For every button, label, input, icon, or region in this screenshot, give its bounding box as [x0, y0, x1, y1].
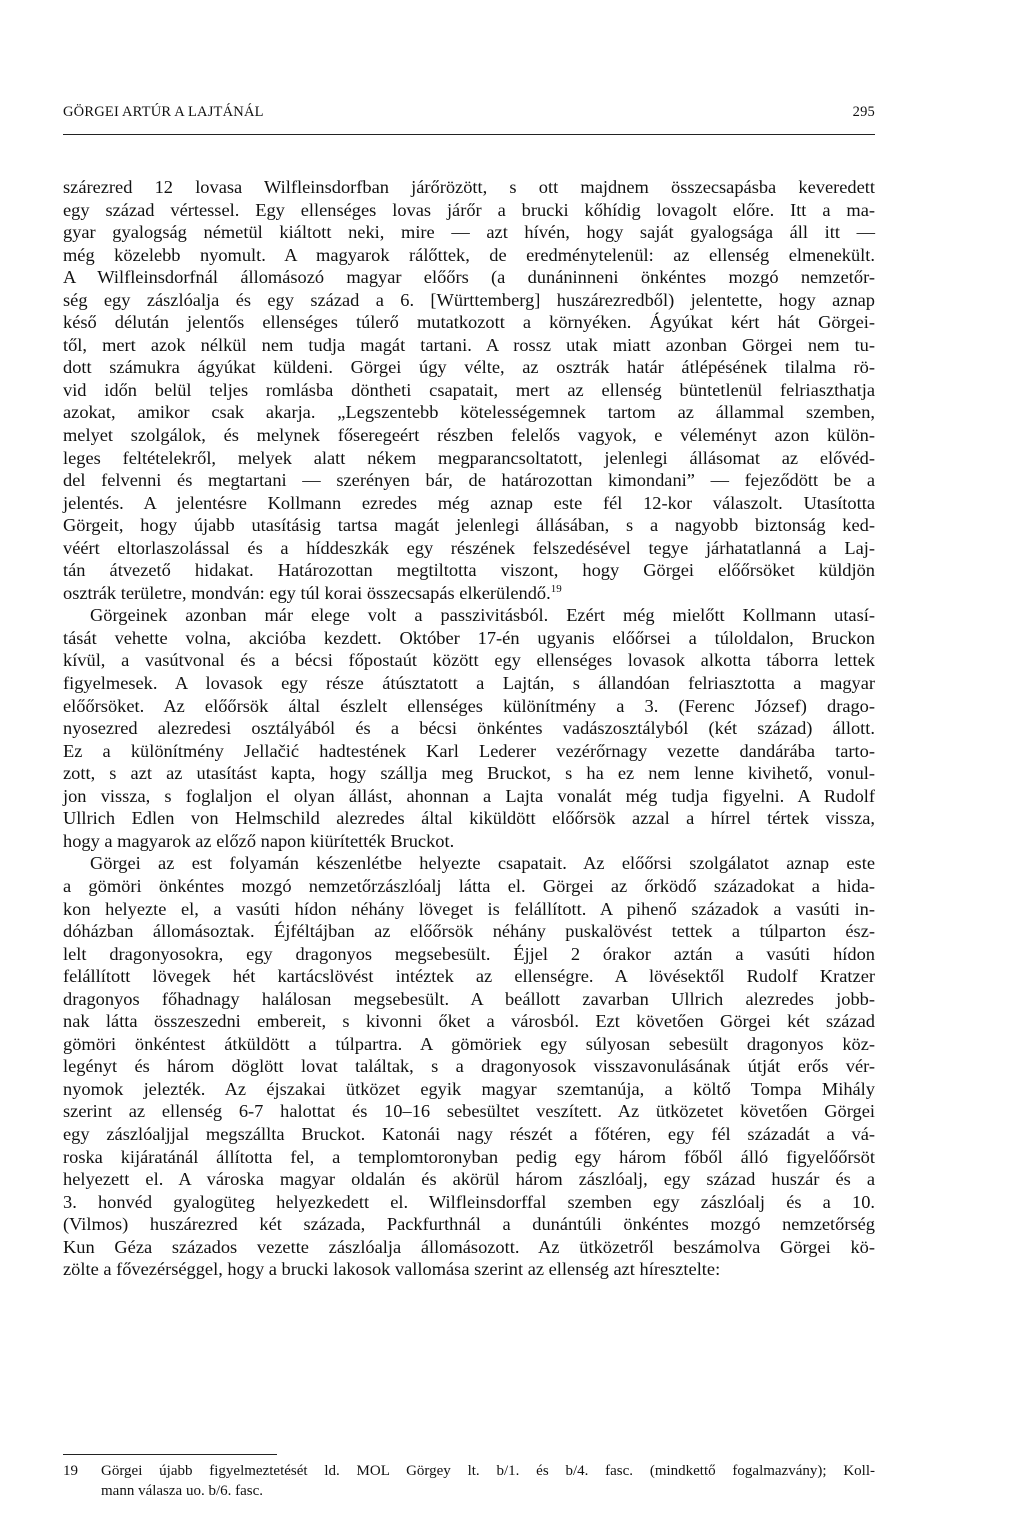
footnote-reference[interactable]: 19 — [550, 582, 562, 595]
text-line: lelt dragonyosokra, egy dragonyos megsebesült. Éjjel 2 órakor aztán a vasúti hídon — [63, 943, 875, 964]
text-line: Görgeinek azonban már elege volt a passzivitásból. Ezért még mielőtt Kollmann utasí- — [90, 605, 875, 626]
footnote-line: Görgei újabb figyelmeztetését ld. MOL Görgey lt. b/1. és b/4. fasc. (mindkettő fogalmazvány); Koll- — [101, 1463, 875, 1479]
text-line: tását vehette volna, akcióba kezdett. Október 17-én ugyanis előőrsei a túloldalon, Bruckon — [63, 627, 875, 648]
text-line: jelentés. A jelentésre Kollmann ezredes még aznap este fél 12-kor válaszolt. Utasította — [63, 492, 875, 513]
text-line: zott, s azt az utasítást kapta, hogy szállja meg Bruckot, s ha ez nem lenne kivihető, vonul- — [63, 763, 875, 784]
text-line: A Wilfleinsdorfnál állomásozó magyar előőrs (a dunáninneni önkéntes mozgó nemzetőr- — [63, 267, 875, 288]
text-line: még közelebb nyomult. A magyarok rálőttek, de eredménytelenül: az ellenség elmenekült. — [63, 244, 875, 265]
page-number: 295 — [852, 104, 875, 120]
text-line: del felvenni és megtartani — szerényen bár, de határozottan kimondani” — fejeződött be a — [63, 470, 875, 491]
text-line: szerint az ellenség 6-7 halottat és 10–16 sebesültet veszített. Az ütközetet követően Görgei — [63, 1101, 875, 1122]
text-line: azokat, amikor csak akarja. „Legszentebb kötelességemnek tartom az állammal szemben, — [63, 402, 875, 423]
text-line: ség egy zászlóalja és egy század a 6. [Württemberg] huszárezredből) jelentette, hogy aznap — [63, 289, 875, 310]
text-line: Kun Géza százados vezette zászlóalja állomásozott. Az ütközetről beszámolva Görgei kö- — [63, 1236, 875, 1257]
body-text — [63, 176, 875, 1281]
text-line: kívül, a vasútvonal és a bécsi főpostaút között egy ellenséges lovasok alkotta táborra lettek — [63, 650, 875, 671]
footnote-number: 19 — [63, 1463, 78, 1479]
text-line: roska kijáratánál állította fel, a templomtoronyban pedig egy három főből álló figyelőőrsöt — [63, 1146, 875, 1167]
footnote-text — [101, 1461, 875, 1501]
footnote-rule — [63, 1454, 277, 1455]
footnote — [63, 1461, 875, 1501]
text-line: nyomok jelezték. Az éjszakai ütközet egyik magyar szemtanúja, a költő Tompa Mihály — [63, 1078, 875, 1099]
text-line: figyelmesek. A lovasok egy része átúsztatott a Lajtán, s állandóan felriasztotta a magyar — [63, 673, 875, 694]
text-line: vid időn belül teljes romlásba döntheti csapatait, mert az ellenség büntetlenül felriaszthatja — [63, 379, 875, 400]
text-line: gyar gyalogság németül kiáltott neki, mire — azt hívén, hogy saját gyalogsága áll itt — — [63, 222, 875, 243]
text-line: tán átvezető hidakat. Határozottan megtiltotta viszont, hogy Görgei előőrsöket küldjön — [63, 560, 875, 581]
text-line: a gömöri önkéntes mozgó nemzetőrzászlóalj látta el. Görgei az őrködő századokat a hida- — [63, 875, 875, 896]
text-line: előőrsöket. Az előőrsök által észlelt ellenséges különítmény a 3. (Ferenc József) drago- — [63, 695, 875, 716]
text-line: dott számukra ágyúkat küldeni. Görgei úgy vélte, az osztrák határ átlépésének tilalma rö- — [63, 357, 875, 378]
text-line — [63, 582, 875, 605]
footnote-line: mann válasza uo. b/6. fasc. — [101, 1483, 264, 1499]
text-line: véért eltorlaszolással és a híddeszkák egy részének felszedésével tegye járhatatlanná a Laj- — [63, 537, 875, 558]
text-line: nyosezred alezredesi osztályából és a bécsi önkéntes vadászosztályból (két század) állott. — [63, 718, 875, 739]
text-line: egy zászlóaljjal megszállta Bruckot. Katonái nagy részét a főtéren, egy fél századát a vá- — [63, 1123, 875, 1144]
running-header — [63, 104, 875, 121]
text-line: zölte a fővezérséggel, hogy a brucki lakosok vallomása szerint az ellenség azt híresztelte: — [63, 1259, 721, 1280]
text-line: Görgei az est folyamán készenlétbe helyezte csapatait. Az előőrsi szolgálatot aznap este — [90, 853, 875, 874]
text-line: felállított lövegek hét kartácslövést intéztek az ellenségre. A lövésektől Rudolf Kratzer — [63, 966, 875, 987]
text-line: hogy a magyarok az előző napon kiürítették Bruckot. — [63, 830, 455, 851]
text-line: helyezett el. A városka magyar oldalán és akörül három zászlóalj, egy század huszár és a — [63, 1169, 875, 1190]
text-line: től, mert azok nélkül nem tudja magát tartani. A rossz utak miatt azonban Görgei nem tu- — [63, 334, 875, 355]
text-line: Ullrich Edlen von Helmschild alezredes által kiküldött előőrsök azzal a hírrel tértek vissza, — [63, 808, 875, 829]
text-line: 3. honvéd gyalogüteg helyezkedett el. Wilfleinsdorffal szemben egy zászlóalj és a 10. — [63, 1191, 875, 1212]
text-line: dragonyos főhadnagy halálosan megsebesült. A beállott zavarban Ullrich alezredes jobb- — [63, 988, 875, 1009]
running-title: GÖRGEI ARTÚR A LAJTÁNÁL — [63, 104, 264, 120]
text-line: jon vissza, s foglaljon el olyan állást, ahonnan a Lajta vonalát még tudja figyelni. A Rudolf — [63, 785, 875, 806]
text-line: szárezred 12 lovasa Wilfleinsdorfban járőrözött, s ott majdnem összecsapásba keveredett — [63, 177, 875, 197]
text-line: kon helyezte el, a vasúti hídon néhány löveget is felállított. A pihenő századok a vasúti in- — [63, 898, 875, 919]
text-line: legényt és három döglött lovat találtak, s a dragonyosok visszavonulásának útját erős vér- — [63, 1056, 875, 1077]
text-line: késő délután jelentős ellenséges túlerő mutatkozott a környéken. Ágyúkat kért hát Görgei- — [63, 312, 875, 333]
text-line: Ez a különítmény Jellačić hadtestének Karl Lederer vezérőrnagy vezette dandárába tarto- — [63, 740, 875, 761]
header-rule — [63, 134, 875, 135]
text-line: dóházban állomásoztak. Éjféltájban az előőrsök néhány puskalövést tettek a túlparton ész- — [63, 921, 875, 942]
text-line: (Vilmos) huszárezred két százada, Packfurthnál a dunántúli önkéntes mozgó nemzetőrség — [63, 1214, 875, 1235]
text-line: gömöri önkéntest átküldött a túlpartra. A gömöriek egy súlyosan sebesült dragonyos köz- — [63, 1033, 875, 1054]
text-line: nak látta összeszedni embereit, s kivonni őket a városból. Ezt követően Görgei két század — [63, 1011, 875, 1032]
text-line: Görgeit, hogy újabb utasításig tartsa magát jelenlegi állásában, s a nagyobb biztonság ked- — [63, 515, 875, 536]
text-line: leges feltételekről, melyek alatt nékem megparancsoltatott, jelenlegi állásomat az elővéd- — [63, 447, 875, 468]
text-line: egy század vértessel. Egy ellenséges lovas járőr a brucki kőhídig lovagolt előre. Itt a ma- — [63, 199, 875, 220]
paragraph-end-text: osztrák területre, mondván: egy túl korai összecsapás elkerülendő. — [63, 582, 551, 603]
text-line: melyet szolgálok, és melynek főseregeért részben felelős vagyok, e véleményt azon külön- — [63, 425, 875, 446]
